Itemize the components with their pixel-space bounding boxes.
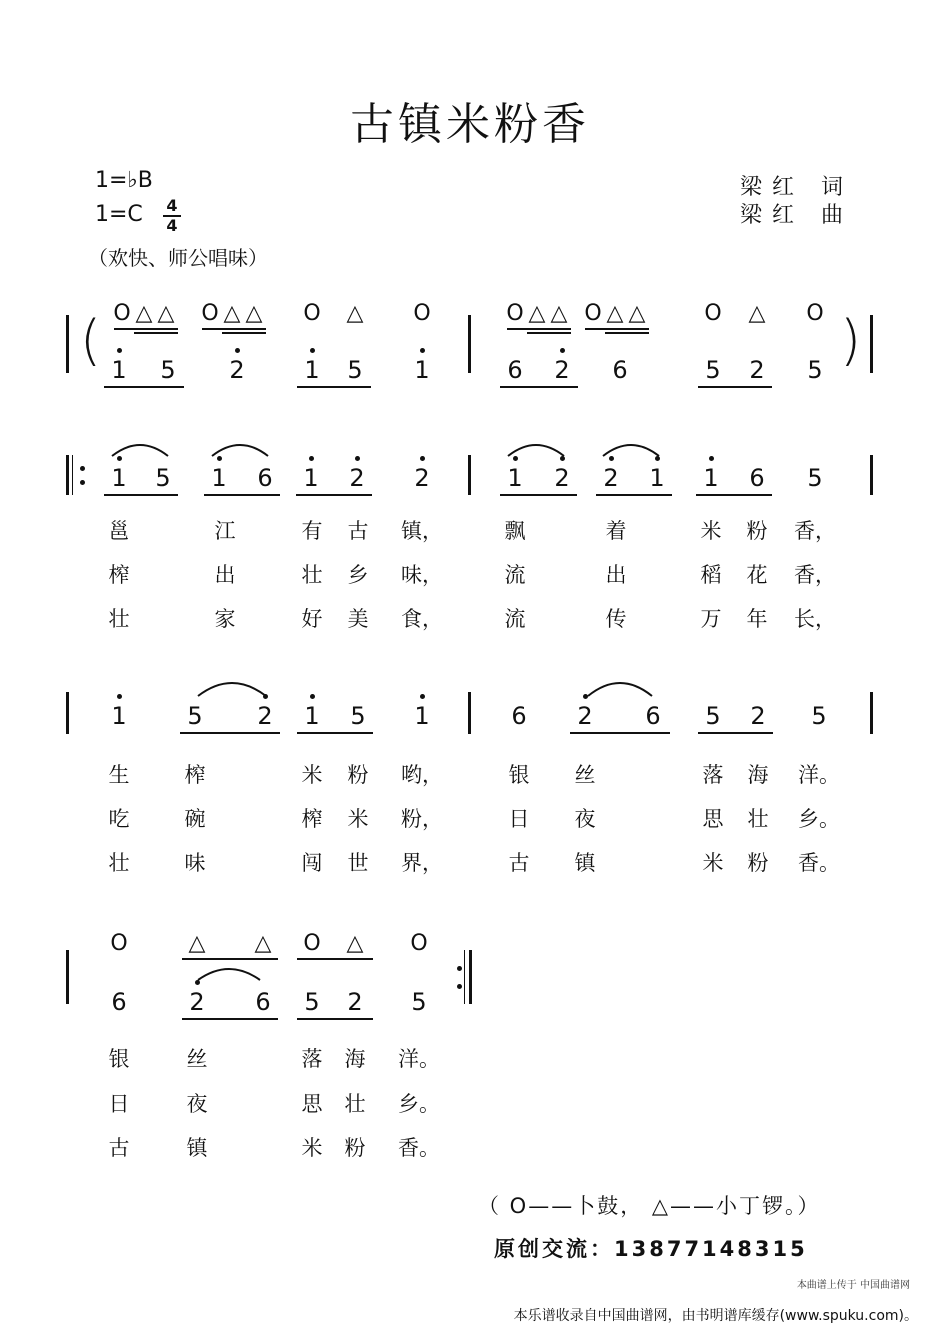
note: 5 [807,464,823,492]
note: 5 [705,702,721,730]
lyric-char: 美 [347,607,369,631]
note: 2 [577,702,593,730]
octave-dot [310,348,315,353]
lyric-char: 好 [301,607,323,631]
lyric-char: 界， [401,851,443,875]
lyric-char: 江 [214,519,236,543]
lyric-char: 落 [702,763,724,787]
lyric-char: 海 [344,1047,366,1071]
upload-note: 本曲谱上传于 中国曲谱网 [796,1280,910,1291]
lyricist-credit: 梁红 词 [740,175,853,200]
time-signature [163,198,181,234]
underline [297,1018,373,1020]
note: 1 [303,464,319,492]
composer-credit: 梁红 曲 [740,203,853,228]
slur [110,436,170,458]
octave-dot [117,348,122,353]
key-signature-c: 1=C [95,202,143,227]
slur [196,960,262,982]
lyric-char: 壮 [344,1092,366,1116]
underline [527,332,571,334]
song-title: 古镇米粉香 [350,99,590,150]
lyric-char: 镇 [186,1136,208,1160]
note: 2 [229,356,245,384]
note: 5 [347,356,363,384]
note: 1 [111,702,127,730]
underline [296,494,372,496]
lyric-char: 出 [605,563,627,587]
lyric-char: 古 [508,851,530,875]
drum-symbol: O [704,301,722,326]
contact-info: 原创交流：13877148315 [494,1237,808,1261]
lyric-char: 榨 [108,563,130,587]
note: 5 [155,464,171,492]
repeat-dot [80,480,85,485]
gong-symbol: △ [346,931,364,956]
slur [506,436,566,458]
note: 1 [507,464,523,492]
lyric-char: 味， [401,563,443,587]
repeat-dot [457,966,462,971]
lyric-char: 榨 [301,807,323,831]
lyric-char: 飘 [504,519,526,543]
lyric-char: 出 [214,563,236,587]
lyric-char: 粉， [401,807,443,831]
underline [585,328,649,330]
lyric-char: 碗 [184,807,206,831]
lyric-char: 洋。 [398,1047,440,1071]
underline [698,732,773,734]
lyric-char: 粉 [344,1136,366,1160]
octave-dot [420,348,425,353]
repeat-end-bar [469,950,472,1004]
underline [222,332,266,334]
note: 2 [189,988,205,1016]
percussion-legend: （ O——卜鼓， △——小丁锣。） [478,1194,821,1218]
note: 5 [160,356,176,384]
underline [696,494,772,496]
tempo-marking: （欢快、师公唱味） [88,246,268,270]
lyric-char: 世 [347,851,369,875]
barline [468,455,471,495]
repeat-dot [80,466,85,471]
drum-symbol: O [413,301,431,326]
underline [297,386,371,388]
lyric-char: 银 [508,763,530,787]
lyric-char: 日 [508,807,530,831]
lyric-char: 哟， [401,763,443,787]
underline [596,494,672,496]
underline [698,386,772,388]
lyric-char: 日 [108,1092,130,1116]
lyric-char: 榨 [184,763,206,787]
underline [180,732,280,734]
underline [500,386,578,388]
drum-symbol: O [410,931,428,956]
note: 1 [703,464,719,492]
underline [570,732,670,734]
repeat-start-thin [72,455,73,495]
lyric-char: 香。 [798,851,840,875]
lyric-char: 乡 [347,563,369,587]
note: 1 [649,464,665,492]
note: 6 [507,356,523,384]
lyric-char: 粉 [746,519,768,543]
time-signature-top: 4 [166,196,178,215]
lyric-char: 流 [504,563,526,587]
lyric-char: 落 [301,1047,323,1071]
lyric-char: 稻 [700,563,722,587]
gong-symbol: △ [606,301,624,326]
lyric-char: 家 [214,607,236,631]
lyric-char: 闯 [301,851,323,875]
lyric-char: 米 [301,763,323,787]
repeat-start-bar [66,455,69,495]
lyric-char: 香。 [398,1136,440,1160]
gong-symbol: △ [245,301,263,326]
underline [202,328,266,330]
barline [870,692,873,734]
lyric-char: 邕 [108,519,130,543]
note: 6 [257,464,273,492]
underline [114,328,178,330]
note: 1 [414,702,430,730]
note: 6 [111,988,127,1016]
lyric-char: 长， [794,607,836,631]
drum-symbol: O [806,301,824,326]
underline [104,386,184,388]
underline [605,332,649,334]
note: 5 [705,356,721,384]
note: 1 [304,356,320,384]
underline [297,958,373,960]
repeat-end-thin [464,950,465,1004]
gong-symbol: △ [135,301,153,326]
note: 1 [111,464,127,492]
gong-symbol: △ [528,301,546,326]
underline [204,494,280,496]
time-signature-bottom: 4 [166,216,178,235]
barline [468,692,471,734]
lyric-char: 夜 [186,1092,208,1116]
slur [196,674,268,698]
note: 2 [749,356,765,384]
lyric-char: 味 [184,851,206,875]
note: 1 [304,702,320,730]
note: 2 [347,988,363,1016]
lyric-char: 香， [794,563,836,587]
gong-symbol: △ [550,301,568,326]
underline [134,332,178,334]
lyric-char: 乡。 [798,807,840,831]
lyric-char: 粉 [747,851,769,875]
octave-dot [709,456,714,461]
note: 1 [414,356,430,384]
lyric-char: 万 [700,607,722,631]
note: 5 [811,702,827,730]
repeat-dot [457,984,462,989]
note: 5 [807,356,823,384]
slur [210,436,270,458]
drum-symbol: O [110,931,128,956]
lyric-char: 乡。 [398,1092,440,1116]
gong-symbol: △ [254,931,272,956]
underline [507,328,571,330]
underline [104,494,178,496]
lyric-char: 镇 [574,851,596,875]
note: 5 [350,702,366,730]
note: 6 [612,356,628,384]
lyric-char: 米 [301,1136,323,1160]
lyric-char: 思 [301,1092,323,1116]
lyric-char: 有 [301,519,323,543]
barline [468,315,471,373]
note: 6 [511,702,527,730]
octave-dot [355,456,360,461]
lyric-char: 食， [401,607,443,631]
slur [586,674,654,698]
lyric-char: 传 [605,607,627,631]
underline [297,732,373,734]
note: 5 [304,988,320,1016]
slur [601,436,661,458]
gong-symbol: △ [628,301,646,326]
lyric-char: 米 [702,851,724,875]
note: 5 [187,702,203,730]
lyric-char: 壮 [747,807,769,831]
note: 1 [111,356,127,384]
note: 6 [645,702,661,730]
octave-dot [310,694,315,699]
note: 5 [411,988,427,1016]
lyric-char: 丝 [186,1047,208,1071]
lyric-char: 年 [746,607,768,631]
lyric-char: 壮 [301,563,323,587]
lyric-char: 古 [108,1136,130,1160]
note: 2 [257,702,273,730]
note: 2 [349,464,365,492]
gong-symbol: △ [157,301,175,326]
note: 2 [603,464,619,492]
barline [66,315,69,373]
key-signature-bflat: 1=♭B [95,168,153,193]
octave-dot [560,348,565,353]
note: 2 [554,464,570,492]
note: 2 [750,702,766,730]
drum-symbol: O [506,301,524,326]
drum-symbol: O [303,931,321,956]
lyric-char: 香， [794,519,836,543]
octave-dot [309,456,314,461]
barline [870,315,873,373]
lyric-char: 洋。 [798,763,840,787]
lyric-char: 思 [702,807,724,831]
gong-symbol: △ [748,301,766,326]
note: 6 [255,988,271,1016]
lyric-char: 丝 [574,763,596,787]
lyric-char: 生 [108,763,130,787]
gong-symbol: △ [223,301,241,326]
page-footer: 本乐谱收录自中国曲谱网，由书明谱库缓存(www.spuku.com)。 [513,1308,918,1324]
barline [870,455,873,495]
gong-symbol: △ [188,931,206,956]
lyric-char: 夜 [574,807,596,831]
note: 2 [414,464,430,492]
octave-dot [117,694,122,699]
lyric-char: 海 [747,763,769,787]
lyric-char: 壮 [108,851,130,875]
lyric-char: 着 [605,519,627,543]
lyric-char: 吃 [108,807,130,831]
lyric-char: 粉 [347,763,369,787]
drum-symbol: O [303,301,321,326]
underline [500,494,577,496]
lyric-char: 米 [347,807,369,831]
barline [66,692,69,734]
lyric-char: 古 [347,519,369,543]
note: 1 [211,464,227,492]
octave-dot [420,694,425,699]
lyric-char: 壮 [108,607,130,631]
drum-symbol: O [201,301,219,326]
bracket-close: ) [840,309,862,372]
barline [66,950,69,1004]
drum-symbol: O [584,301,602,326]
lyric-char: 花 [746,563,768,587]
gong-symbol: △ [346,301,364,326]
underline [182,1018,278,1020]
octave-dot [420,456,425,461]
lyric-char: 流 [504,607,526,631]
lyric-char: 银 [108,1047,130,1071]
drum-symbol: O [113,301,131,326]
lyric-char: 镇， [401,519,443,543]
bracket-open: ( [80,309,102,372]
lyric-char: 米 [700,519,722,543]
octave-dot [235,348,240,353]
note: 6 [749,464,765,492]
note: 2 [554,356,570,384]
